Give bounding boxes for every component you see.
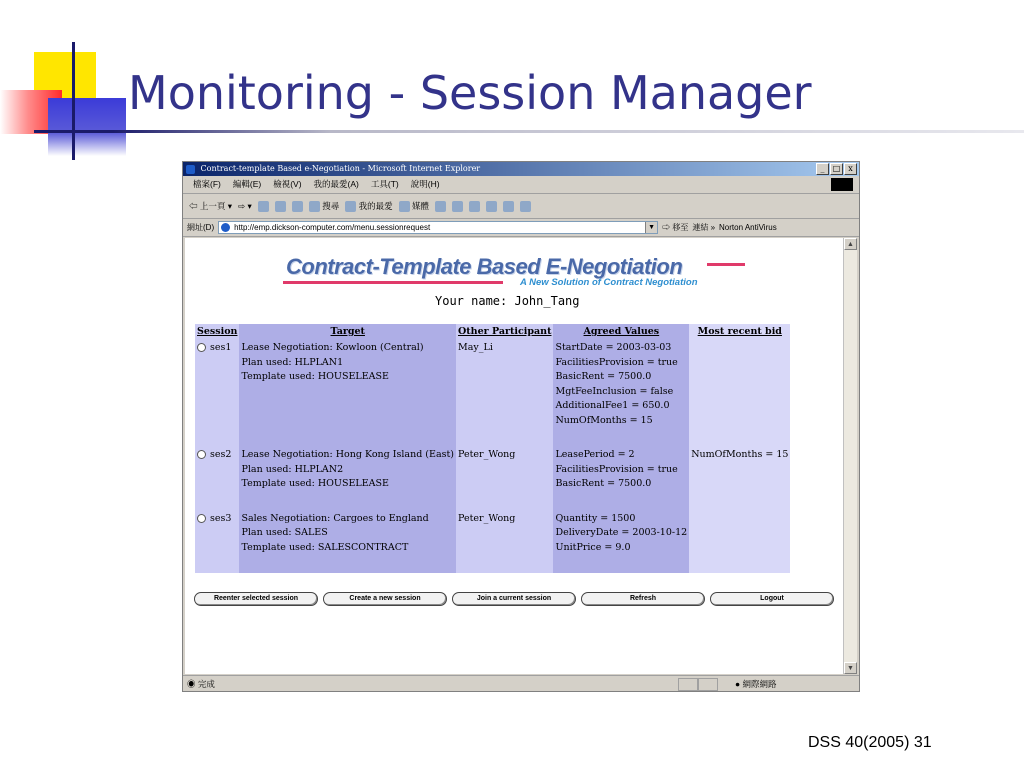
agreed-line: DeliveryDate = 2003-10-12 (555, 527, 688, 538)
target-line: Lease Negotiation: Kowloon (Central) (241, 342, 424, 353)
refresh-button[interactable]: Refresh (581, 592, 705, 606)
menu-file[interactable]: 檔案(F) (193, 179, 221, 189)
table-header-row (195, 324, 790, 339)
messenger-icon[interactable] (520, 201, 531, 212)
status-text: 完成 (197, 679, 215, 689)
target-line: Template used: SALESCONTRACT (241, 541, 409, 553)
session-radio[interactable] (197, 450, 206, 459)
go-button[interactable] (662, 222, 688, 233)
agreed-values-cell (553, 446, 689, 510)
session-id: ses2 (210, 449, 232, 460)
agreed-line: FacilitiesProvision = true (555, 463, 678, 475)
back-arrow-icon: ⇦ (189, 201, 198, 211)
agreed-line: BasicRent = 7500.0 (555, 371, 652, 382)
page-viewport (185, 238, 843, 674)
agreed-line: NumOfMonths = 15 (555, 414, 653, 426)
chevron-right-icon: » (710, 223, 716, 232)
status-zone (735, 676, 777, 692)
table-row (195, 510, 790, 574)
page-icon (221, 223, 230, 232)
participant-cell: Peter_Wong (456, 510, 553, 574)
slide-footer: DSS 40(2005) 31 (808, 734, 932, 751)
slide-deco-blue-square (48, 98, 126, 156)
print-icon[interactable] (469, 201, 480, 212)
go-label: 移至 (672, 223, 689, 232)
toolbar (183, 194, 859, 219)
media-label: 媒體 (411, 200, 429, 211)
target-cell (239, 339, 456, 446)
favorites-button[interactable] (345, 200, 392, 212)
vertical-scrollbar[interactable] (843, 238, 857, 674)
session-cell (195, 510, 239, 574)
banner-dash (707, 263, 745, 266)
recent-bid-cell (689, 339, 790, 446)
slide-title: Monitoring - Session Manager (128, 66, 812, 120)
windows-logo-icon (831, 178, 853, 191)
search-icon (309, 201, 320, 212)
scroll-up-icon[interactable]: ▲ (844, 238, 857, 250)
user-name-text: Your name: John_Tang (435, 294, 580, 308)
header-other-participant: Other Participant (458, 326, 552, 337)
ie-logo-icon (186, 165, 195, 174)
session-id: ses3 (210, 512, 232, 524)
globe-icon: ● (735, 679, 741, 689)
status-segment (698, 678, 718, 691)
menu-help[interactable]: 說明(H) (410, 179, 440, 189)
target-cell (239, 510, 456, 574)
scroll-down-icon[interactable]: ▼ (844, 662, 857, 674)
discuss-icon[interactable] (503, 201, 514, 212)
back-button[interactable]: ⇦ 上一頁 ▾ (189, 201, 233, 211)
browser-window (182, 161, 860, 692)
target-line: Template used: HOUSELEASE (241, 371, 389, 382)
maximize-button[interactable]: □ (830, 163, 843, 175)
history-icon[interactable] (435, 201, 446, 212)
agreed-line: FacilitiesProvision = true (555, 356, 678, 368)
media-icon (399, 201, 410, 212)
target-line: Plan used: HLPLAN1 (241, 356, 344, 368)
target-line: Template used: HOUSELEASE (241, 478, 389, 489)
back-label: 上一頁 (199, 201, 226, 211)
participant-cell: May_Li (456, 339, 553, 446)
menu-tools[interactable]: 工具(T) (370, 179, 399, 189)
address-dropdown-icon[interactable]: ▼ (645, 222, 657, 233)
search-button[interactable] (309, 200, 339, 212)
go-arrow-icon: ⇨ (662, 223, 671, 232)
agreed-line: BasicRent = 7500.0 (555, 478, 652, 489)
logout-button[interactable]: Logout (710, 592, 834, 606)
menu-edit[interactable]: 編輯(E) (232, 179, 262, 189)
target-line: Plan used: HLPLAN2 (241, 463, 344, 475)
stop-icon[interactable] (258, 201, 269, 212)
slide-deco-vertical-line (72, 42, 75, 160)
session-table (195, 324, 790, 573)
agreed-line: AdditionalFee1 = 650.0 (555, 400, 670, 411)
banner-underline (283, 281, 503, 284)
status-bar (183, 675, 859, 691)
header-session: Session (197, 326, 238, 337)
reenter-session-button[interactable]: Reenter selected session (194, 592, 318, 606)
session-radio[interactable] (197, 343, 206, 352)
target-line: Lease Negotiation: Hong Kong Island (East) (241, 449, 455, 460)
header-target: Target (239, 324, 456, 339)
home-icon[interactable] (292, 201, 303, 212)
target-line: Sales Negotiation: Cargoes to England (241, 512, 429, 524)
favorites-label: 我的最愛 (358, 200, 393, 211)
agreed-line: UnitPrice = 9.0 (555, 541, 631, 553)
table-row (195, 339, 790, 446)
agreed-line: StartDate = 2003-03-03 (555, 342, 672, 353)
session-cell (195, 339, 239, 446)
address-label: 網址(D) (187, 223, 215, 232)
forward-button[interactable]: ⇨ ▾ (238, 200, 252, 211)
mail-icon[interactable] (452, 201, 463, 212)
links-label: 連結 (692, 223, 709, 232)
status-segment (678, 678, 698, 691)
recent-bid-cell: NumOfMonths = 15 (689, 446, 790, 510)
table-row (195, 446, 790, 510)
action-button-row (194, 592, 834, 606)
participant-cell: Peter_Wong (456, 446, 553, 510)
menu-bar (183, 176, 859, 194)
status-page-icon: ◉ (187, 679, 196, 689)
links-button[interactable] (692, 222, 715, 233)
banner-subtitle: A New Solution of Contract Negotiation (520, 277, 698, 288)
agreed-line: MgtFeeInclusion = false (555, 385, 674, 397)
header-most-recent-bid: Most recent bid (689, 324, 790, 339)
address-input[interactable] (218, 221, 658, 234)
edit-icon[interactable] (486, 201, 497, 212)
menu-favorites[interactable]: 我的最愛(A) (313, 179, 359, 189)
menu-view[interactable]: 檢視(V) (273, 179, 302, 189)
address-url: http://emp.dickson-computer.com/menu.sessionrequest (234, 223, 431, 232)
address-bar (183, 219, 859, 237)
header-agreed-values: Agreed Values (553, 324, 689, 339)
agreed-line: LeasePeriod = 2 (555, 449, 635, 460)
recent-bid-cell (689, 510, 790, 574)
banner-title: Contract-Template Based E-Negotiation (286, 254, 683, 279)
norton-button[interactable]: Norton AntiVirus (719, 223, 777, 232)
target-cell (239, 446, 456, 510)
slide-title-underline (34, 130, 1024, 133)
search-label: 搜尋 (322, 200, 340, 211)
refresh-icon[interactable] (275, 201, 286, 212)
status-zone-label: 網際網路 (742, 679, 777, 689)
forward-arrow-icon: ⇨ (238, 200, 246, 211)
session-cell (195, 446, 239, 510)
session-id: ses1 (210, 342, 232, 353)
agreed-values-cell (553, 510, 689, 574)
window-titlebar[interactable] (183, 162, 859, 176)
agreed-values-cell (553, 339, 689, 446)
favorites-icon (345, 201, 356, 212)
join-session-button[interactable]: Join a current session (452, 592, 576, 606)
window-title: Contract-template Based e-Negotiation - Microsoft Internet Explorer (200, 164, 481, 173)
target-line: Plan used: SALES (241, 527, 328, 538)
session-radio[interactable] (197, 514, 206, 523)
agreed-line: Quantity = 1500 (555, 512, 636, 524)
create-session-button[interactable]: Create a new session (323, 592, 447, 606)
minimize-button[interactable]: _ (816, 163, 829, 175)
media-button[interactable] (399, 200, 429, 212)
close-button[interactable]: x (844, 163, 857, 175)
